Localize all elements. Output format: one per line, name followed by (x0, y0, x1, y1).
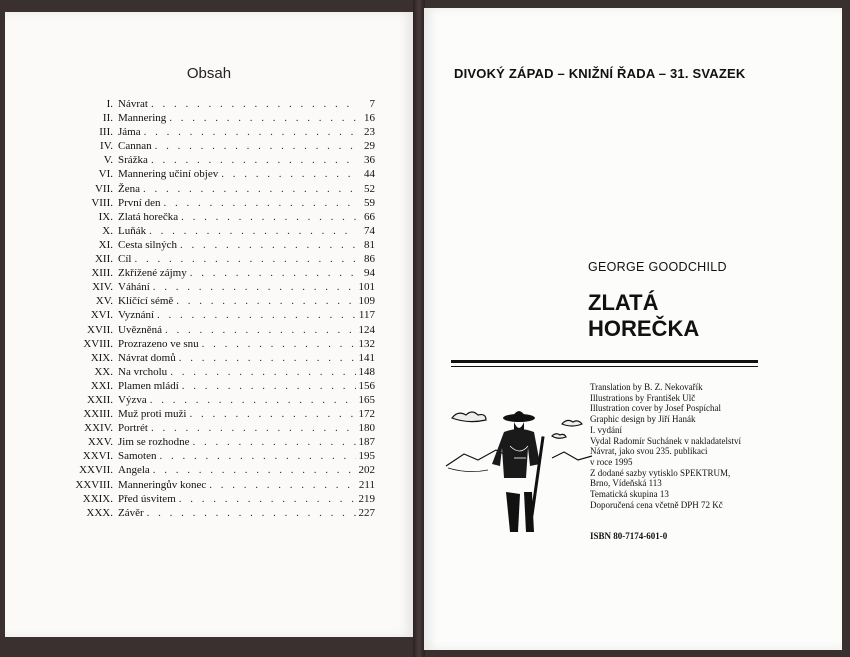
chapter-number: XII. (94, 253, 113, 266)
chapter-page: 52 (364, 182, 375, 195)
toc-entry (65, 252, 375, 266)
author-name: GEORGE GOODCHILD (588, 260, 727, 274)
chapter-page: 141 (358, 351, 375, 364)
toc-entry (65, 337, 375, 351)
chapter-number: XVI. (90, 309, 113, 322)
chapter-number: II. (102, 112, 113, 125)
table-of-contents (65, 97, 375, 520)
chapter-page: 156 (358, 379, 375, 392)
toc-entry (65, 492, 375, 506)
chapter-number: IX. (98, 210, 113, 223)
chapter-page: 44 (364, 168, 375, 181)
book-title-line-1: ZLATÁ (588, 290, 659, 315)
chapter-number: X. (102, 224, 113, 237)
chapter-number: XIII. (91, 267, 113, 280)
credit-line: Z dodané sazby vytisklo SPEKTRUM, (590, 467, 731, 478)
toc-entry (65, 308, 375, 322)
credits-block (590, 382, 790, 510)
chapter-page: 202 (358, 464, 375, 477)
chapter-title: Před úsvitem (118, 492, 176, 505)
right-page (424, 8, 842, 650)
dot-leader (157, 308, 356, 322)
chapter-title: Klíčící sémě (118, 295, 174, 308)
chapter-title: Luňák (118, 224, 147, 237)
dot-leader (179, 492, 356, 506)
credit-line: Vydal Radomír Suchánek v nakladatelství (590, 435, 741, 446)
chapter-title: Výzva (118, 393, 147, 406)
isbn: ISBN 80-7174-601-0 (590, 531, 668, 541)
chapter-title: Návrat domů (118, 351, 176, 364)
dot-leader (155, 139, 356, 153)
chapter-title: Jáma (118, 126, 141, 139)
chapter-title: Zkřížené zájmy (118, 267, 187, 280)
toc-entry (65, 125, 375, 139)
chapter-number: III. (99, 126, 113, 139)
dot-leader (176, 294, 355, 308)
chapter-number: XXVIII. (75, 478, 113, 491)
chapter-title: Váhání (118, 281, 150, 294)
dot-leader (149, 224, 356, 238)
dot-leader (151, 153, 356, 167)
chapter-page: 172 (358, 408, 375, 421)
dot-leader (150, 393, 356, 407)
chapter-number: XVIII. (83, 337, 113, 350)
chapter-page: 227 (358, 506, 375, 519)
dot-leader (147, 506, 356, 520)
dot-leader (179, 351, 356, 365)
dot-leader (221, 167, 356, 181)
dot-leader (202, 337, 356, 351)
credit-line: Doporučená cena včetně DPH 72 Kč (590, 499, 723, 510)
credit-line: Návrat, jako svou 235. publikaci (590, 446, 708, 457)
cowboy-with-rifle-illustration (444, 396, 594, 536)
chapter-number: VII. (94, 182, 113, 195)
chapter-number: XVII. (87, 323, 113, 336)
dot-leader (160, 449, 356, 463)
dot-leader (163, 196, 356, 210)
divider-thin (451, 366, 758, 367)
chapter-number: XXX. (86, 506, 113, 519)
chapter-number: XXII. (87, 393, 113, 406)
chapter-number: XI. (98, 238, 113, 251)
chapter-number: XXIII. (83, 408, 113, 421)
credit-line: Illustrations by František Ulč (590, 392, 696, 403)
chapter-number: XV. (95, 295, 113, 308)
chapter-number: XIX. (90, 351, 113, 364)
chapter-page: 124 (358, 323, 375, 336)
chapter-number: XX. (94, 365, 113, 378)
chapter-title: Závěr (118, 506, 144, 519)
chapter-page: 59 (364, 196, 375, 209)
toc-entry (65, 153, 375, 167)
chapter-number: IV. (100, 140, 113, 153)
chapter-page: 7 (369, 98, 375, 110)
chapter-page: 219 (358, 492, 375, 505)
credit-line: Graphic design by Jiří Hanák (590, 414, 696, 425)
toc-title: Obsah (186, 65, 232, 82)
chapter-title: Návrat (118, 98, 148, 110)
toc-entry (65, 351, 375, 365)
chapter-page: 180 (358, 422, 375, 435)
chapter-number: XXV. (87, 436, 113, 449)
chapter-title: Zlatá horečka (118, 210, 179, 223)
dot-leader (153, 463, 356, 477)
toc-entry (65, 196, 375, 210)
chapter-page: 94 (364, 267, 375, 280)
toc-entry (65, 463, 375, 477)
chapter-page: 36 (364, 154, 375, 167)
chapter-title: Cesta silných (118, 238, 177, 251)
chapter-number: XXIX. (82, 492, 113, 505)
chapter-page: 86 (364, 253, 375, 266)
dot-leader (169, 111, 356, 125)
series-title: DIVOKÝ ZÁPAD – KNIŽNÍ ŘADA – 31. SVAZEK (454, 66, 746, 81)
toc-entry (65, 210, 375, 224)
dot-leader (209, 478, 356, 492)
chapter-page: 23 (364, 126, 375, 139)
dot-leader (144, 125, 356, 139)
chapter-page: 74 (364, 224, 375, 237)
chapter-title: Portrét (118, 422, 148, 435)
dot-leader (190, 266, 356, 280)
chapter-number: XXVII. (79, 464, 113, 477)
left-page (5, 12, 413, 637)
dot-leader (181, 210, 356, 224)
toc-entry (65, 379, 375, 393)
chapter-title: Prozrazeno ve snu (118, 337, 199, 350)
chapter-page: 101 (358, 281, 375, 294)
dot-leader (189, 407, 355, 421)
chapter-title: Cíl (118, 253, 132, 266)
dot-leader (165, 323, 356, 337)
book-title (588, 290, 699, 342)
credit-line: v roce 1995 (590, 456, 633, 467)
chapter-title: Cannan (118, 140, 152, 153)
dot-leader (153, 280, 356, 294)
chapter-page: 109 (358, 295, 375, 308)
credit-line: I. vydání (590, 424, 622, 435)
chapter-title: Na vrcholu (118, 365, 168, 378)
chapter-number: VIII. (91, 196, 113, 209)
chapter-page: 29 (364, 140, 375, 153)
chapter-title: Muž proti muži (118, 408, 187, 421)
chapter-title: První den (118, 196, 161, 209)
chapter-page: 187 (358, 436, 375, 449)
toc-entry (65, 294, 375, 308)
chapter-page: 66 (364, 210, 375, 223)
chapter-title: Vyznání (118, 309, 155, 322)
chapter-title: Žena (118, 182, 140, 195)
chapter-page: 132 (358, 337, 375, 350)
chapter-page: 211 (358, 478, 375, 491)
chapter-title: Mannering učiní objev (118, 168, 219, 181)
toc-entry (65, 365, 375, 379)
dot-leader (170, 365, 355, 379)
toc-entry (65, 238, 375, 252)
chapter-number: XXI. (90, 379, 113, 392)
book-title-line-2: HOREČKA (588, 316, 700, 341)
chapter-page: 117 (358, 309, 375, 322)
toc-entry (65, 167, 375, 181)
chapter-number: XIV. (92, 281, 113, 294)
chapter-page: 148 (358, 365, 375, 378)
toc-entry (65, 323, 375, 337)
chapter-title: Uvězněná (118, 323, 162, 336)
chapter-number: VI. (98, 168, 113, 181)
toc-entry (65, 266, 375, 280)
toc-entry (65, 421, 375, 435)
chapter-number: XXIV. (84, 422, 113, 435)
chapter-page: 81 (364, 238, 375, 251)
dot-leader (143, 182, 356, 196)
toc-entry (65, 393, 375, 407)
credit-line: Illustration cover by Josef Pospíchal (590, 403, 721, 414)
chapter-number: I. (106, 98, 113, 110)
toc-entry (65, 97, 375, 111)
toc-entry (65, 280, 375, 294)
chapter-title: Manneringův konec (118, 478, 207, 491)
toc-entry (65, 506, 375, 520)
dot-leader (151, 421, 356, 435)
dot-leader (180, 238, 356, 252)
dot-leader (151, 97, 356, 111)
divider-thick (451, 360, 758, 363)
credit-line: Translation by B. Z. Nekovařík (590, 382, 703, 392)
dot-leader (134, 252, 356, 266)
chapter-title: Mannering (118, 112, 167, 125)
toc-entry (65, 224, 375, 238)
toc-entry (65, 435, 375, 449)
chapter-page: 165 (358, 393, 375, 406)
dot-leader (182, 379, 356, 393)
toc-entry (65, 478, 375, 492)
credit-line: Tematická skupina 13 (590, 489, 669, 500)
chapter-page: 195 (358, 450, 375, 463)
chapter-page: 16 (364, 112, 375, 125)
chapter-title: Srážka (118, 154, 148, 167)
toc-entry (65, 407, 375, 421)
dot-leader (192, 435, 355, 449)
chapter-title: Angela (118, 464, 150, 477)
chapter-title: Jim se rozhodne (118, 436, 190, 449)
toc-entry (65, 111, 375, 125)
toc-entry (65, 139, 375, 153)
chapter-number: XXVI. (82, 450, 113, 463)
toc-entry (65, 449, 375, 463)
chapter-number: V. (103, 154, 113, 167)
credit-line: Brno, Vídeňská 113 (590, 478, 662, 489)
toc-entry (65, 182, 375, 196)
chapter-title: Plamen mládí (118, 379, 179, 392)
chapter-title: Samoten (118, 450, 157, 463)
